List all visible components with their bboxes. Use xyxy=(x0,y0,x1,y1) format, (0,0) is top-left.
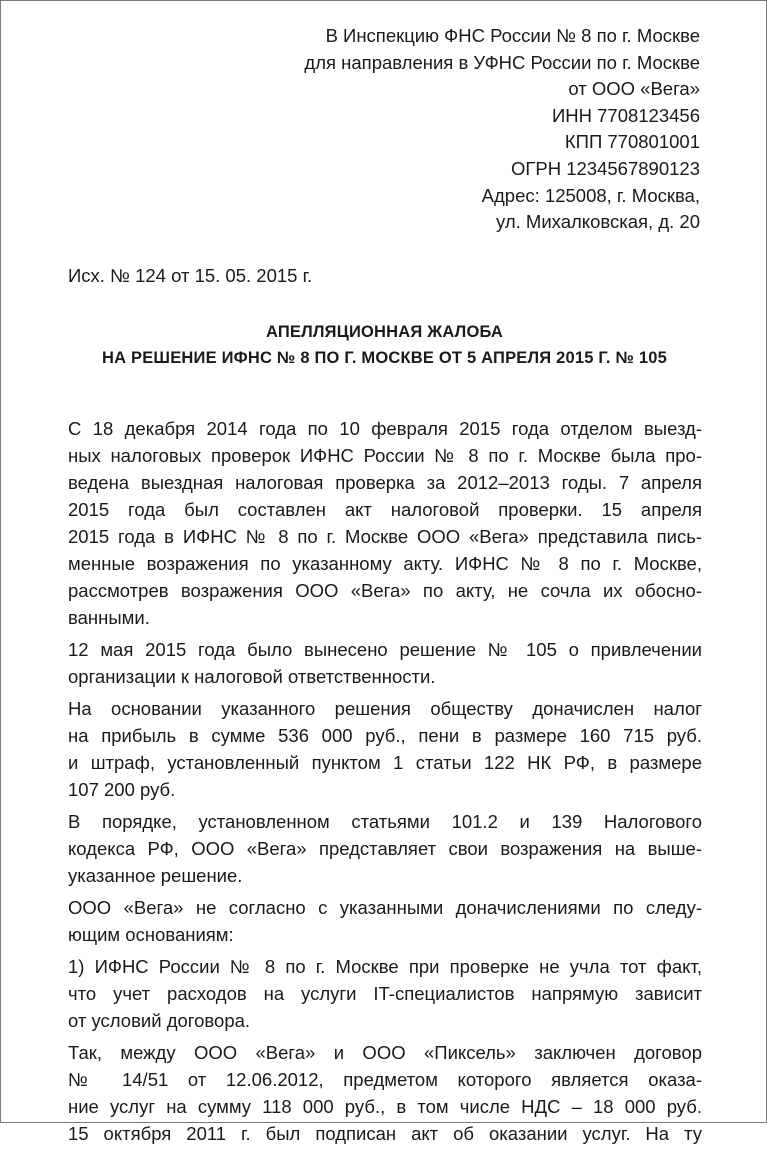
text-line: № 14/51 от 12.06.2012, предметом которого является оказа- xyxy=(68,1069,702,1090)
addressee-line: ИНН 7708123456 xyxy=(551,104,700,126)
text-line: 1) ИФНС России № 8 по г. Москве при проверке не учла тот факт, xyxy=(68,956,702,977)
text-line: ООО «Вега» не согласно с указанными доначислениями по следу- xyxy=(68,897,702,918)
text-line: ние услуг на сумму 118 000 руб., в том числе НДС – 18 000 руб. xyxy=(68,1096,702,1117)
addressee-line: КПП 770801001 xyxy=(564,131,700,153)
text-line: указанное решение. xyxy=(68,865,243,886)
paragraph xyxy=(68,953,702,1034)
addressee-line: В Инспекцию ФНС России № 8 по г. Москве xyxy=(325,25,700,46)
outgoing-reference: Исх. № 124 от 15. 05. 2015 г. xyxy=(68,265,313,286)
addressee-block xyxy=(304,23,700,236)
text-line: Так, между ООО «Вега» и ООО «Пиксель» заключен договор xyxy=(68,1042,702,1063)
addressee-line: ул. Михалковская, д. 20 xyxy=(496,211,700,233)
text-line: На основании указанного решения обществу доначислен налог xyxy=(68,698,702,719)
addressee-line: Адрес: 125008, г. Москва, xyxy=(481,184,700,206)
addressee-line: для направления в УФНС России по г. Москве xyxy=(304,51,700,73)
text-line: и штраф, установленный пунктом 1 статьи 122 НК РФ, в размере xyxy=(68,752,702,773)
addressee-line: ОГРН 1234567890123 xyxy=(510,157,700,179)
text-line: В порядке, установленном статьями 101.2 и 139 Налогового xyxy=(68,811,702,832)
text-line: 12 мая 2015 года было вынесено решение № 105 о привлечении xyxy=(68,639,702,660)
paragraph xyxy=(68,415,702,631)
addressee-line: от ООО «Вега» xyxy=(568,78,700,100)
paragraph xyxy=(68,636,702,690)
text-line: ванными. xyxy=(68,607,150,628)
text-line: ющим основаниям: xyxy=(68,924,234,945)
text-line: на прибыль в сумме 536 000 руб., пени в размере 160 715 руб. xyxy=(68,725,702,746)
text-line: рассмотрев возражения ООО «Вега» по акту, не сочла их обосно- xyxy=(68,580,702,601)
text-line: С 18 декабря 2014 года по 10 февраля 2015 года отделом выезд- xyxy=(68,418,702,439)
paragraph xyxy=(68,894,702,948)
text-line: 2015 года в ИФНС № 8 по г. Москве ООО «Вега» представила пись- xyxy=(68,526,702,547)
text-line: кодекса РФ, ООО «Вега» представляет свои возражения на выше- xyxy=(68,838,702,859)
text-line: организации к налоговой ответственности. xyxy=(68,666,436,687)
paragraph xyxy=(68,808,702,889)
text-line: что учет расходов на услуги IT-специалистов напрямую зависит xyxy=(68,983,702,1004)
text-line: 2015 года был составлен акт налоговой проверки. 15 апреля xyxy=(68,499,702,520)
text-line: от условий договора. xyxy=(68,1010,251,1031)
title-line-1: АПЕЛЛЯЦИОННАЯ ЖАЛОБА xyxy=(265,323,504,341)
paragraph xyxy=(68,1039,702,1147)
document-title xyxy=(1,319,767,371)
text-line: ных налоговых проверок ИФНС России № 8 по г. Москве была про- xyxy=(68,445,702,466)
text-line: 107 200 руб. xyxy=(68,779,176,800)
document-body xyxy=(68,415,702,1152)
text-line: ведена выездная налоговая проверка за 2012–2013 годы. 7 апреля xyxy=(68,472,702,493)
title-line-2: НА РЕШЕНИЕ ИФНС № 8 ПО Г. МОСКВЕ ОТ 5 АПРЕЛЯ 2015 Г. № 105 xyxy=(102,349,667,367)
text-line: менные возражения по указанному акту. ИФНС № 8 по г. Москве, xyxy=(68,553,702,574)
text-line: 15 октября 2011 г. был подписан акт об оказании услуг. На ту xyxy=(68,1123,702,1144)
paragraph xyxy=(68,695,702,803)
